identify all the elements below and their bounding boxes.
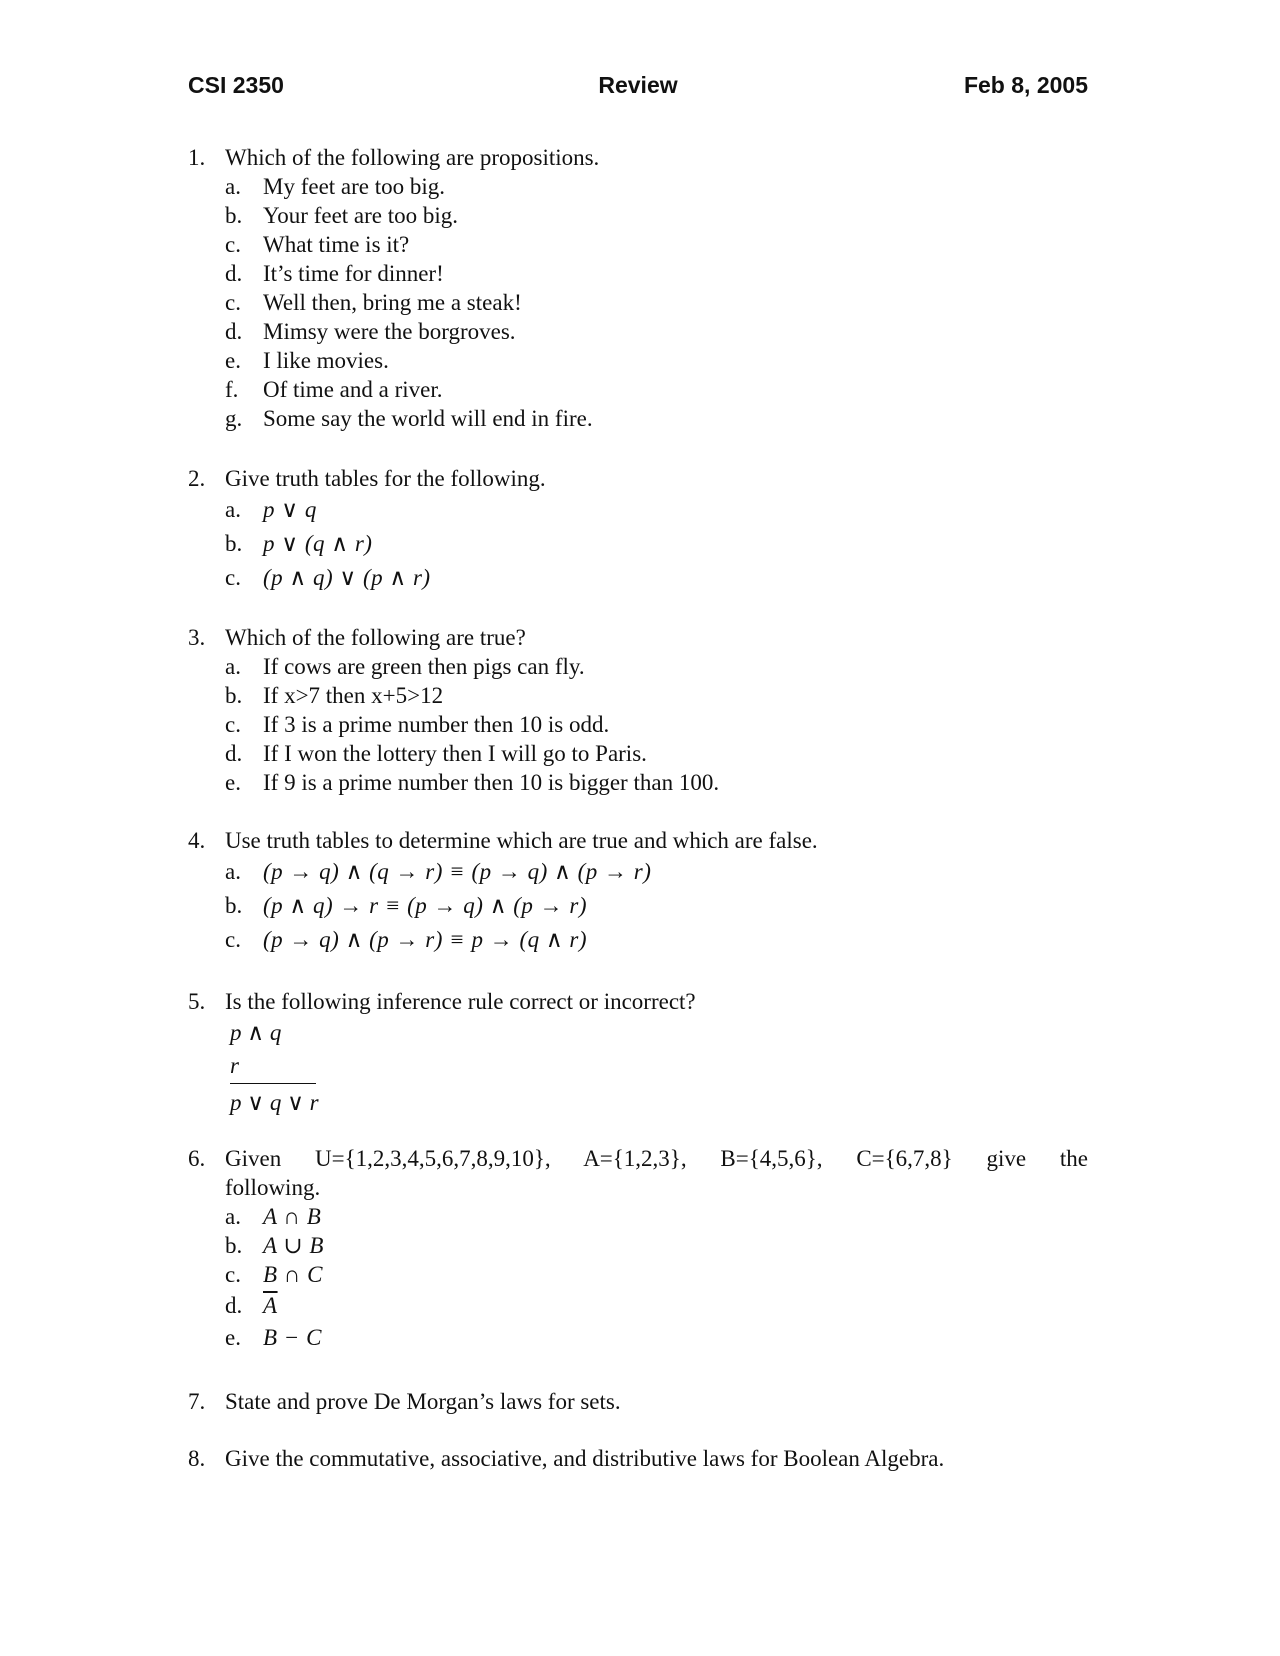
question-7 — [188, 1387, 1088, 1416]
item-label: c. — [225, 1262, 241, 1287]
text-word: A={1,2,3}, — [583, 1146, 687, 1171]
item-label: g. — [225, 406, 243, 431]
list-item — [225, 493, 1088, 527]
question-number: 1. — [188, 145, 206, 170]
question-number: 8. — [188, 1446, 206, 1471]
question-8 — [188, 1444, 1088, 1473]
item-text: If I won the lottery then I will go to Paris. — [263, 741, 647, 766]
item-formula: (p → q) ∧ (p → r) ≡ p → (q ∧ r) — [263, 927, 588, 952]
list-item — [225, 404, 1088, 433]
item-formula: B ∩ C — [263, 1262, 323, 1287]
question-number: 2. — [188, 466, 206, 491]
list-item — [225, 855, 1088, 889]
item-label: d. — [225, 319, 243, 344]
item-text: If cows are green then pigs can fly. — [263, 654, 585, 679]
item-label: b. — [225, 531, 243, 556]
item-formula: A ∪ B — [263, 1233, 324, 1258]
item-label: e. — [225, 1325, 241, 1350]
list-item — [225, 739, 1088, 768]
list-item — [225, 561, 1088, 595]
item-label: b. — [225, 683, 243, 708]
list-item — [225, 527, 1088, 561]
item-label: c. — [225, 927, 241, 952]
question-text: Is the following inference rule correct or incorrect? — [225, 989, 696, 1014]
inference-line — [230, 1083, 316, 1084]
item-text: I like movies. — [263, 348, 389, 373]
list-item — [225, 768, 1088, 797]
inference-rule — [230, 1016, 1088, 1119]
premise-1: p ∧ q — [230, 1020, 282, 1045]
question-1-items — [225, 172, 1088, 433]
list-item — [225, 1323, 1088, 1352]
question-text-continued: following. — [225, 1175, 321, 1200]
list-item — [225, 1260, 1088, 1289]
item-label: a. — [225, 654, 241, 679]
item-label: a. — [225, 1204, 241, 1229]
item-formula: p ∨ (q ∧ r) — [263, 531, 373, 556]
text-word: give — [986, 1146, 1027, 1171]
list-item — [225, 288, 1088, 317]
text-word: the — [1059, 1146, 1089, 1171]
page-header — [188, 72, 1088, 106]
question-2 — [188, 464, 1088, 595]
text-word: B={4,5,6}, — [720, 1146, 823, 1171]
item-label: c. — [225, 712, 241, 737]
item-label: b. — [225, 1233, 243, 1258]
item-label: f. — [225, 377, 239, 402]
list-item — [225, 710, 1088, 739]
list-item — [225, 317, 1088, 346]
item-formula: B − C — [263, 1325, 322, 1350]
list-item — [225, 1289, 1088, 1323]
item-label: b. — [225, 203, 243, 228]
item-label: e. — [225, 770, 241, 795]
item-label: d. — [225, 261, 243, 286]
list-item — [225, 201, 1088, 230]
item-text: Some say the world will end in fire. — [263, 406, 593, 431]
item-label: c. — [225, 232, 241, 257]
question-4-items — [225, 855, 1088, 957]
list-item — [225, 172, 1088, 201]
course-code: CSI 2350 — [188, 72, 284, 98]
item-label: c. — [225, 290, 241, 315]
item-label: b. — [225, 893, 243, 918]
question-number: 5. — [188, 989, 206, 1014]
item-text: Of time and a river. — [263, 377, 443, 402]
item-formula: (p → q) ∧ (q → r) ≡ (p → q) ∧ (p → r) — [263, 859, 652, 884]
item-text: If 3 is a prime number then 10 is odd. — [263, 712, 610, 737]
question-number: 7. — [188, 1389, 206, 1414]
item-formula: (p ∧ q) → r ≡ (p → q) ∧ (p → r) — [263, 893, 588, 918]
question-5 — [188, 987, 1088, 1119]
item-label: d. — [225, 1293, 243, 1318]
list-item — [225, 375, 1088, 404]
question-text: Give the commutative, associative, and distributive laws for Boolean Algebra. — [225, 1446, 945, 1471]
list-item — [225, 652, 1088, 681]
list-item — [225, 346, 1088, 375]
item-text: It’s time for dinner! — [263, 261, 444, 286]
item-formula: p ∨ q — [263, 497, 317, 522]
conclusion: p ∨ q ∨ r — [230, 1090, 319, 1115]
item-text: Your feet are too big. — [263, 203, 459, 228]
item-formula-complement: $\overline{A}$ — [263, 1293, 278, 1318]
item-label: c. — [225, 565, 241, 590]
item-label: a. — [225, 497, 241, 522]
question-1 — [188, 143, 1088, 433]
question-number: 4. — [188, 828, 206, 853]
item-text: Mimsy were the borgroves. — [263, 319, 516, 344]
item-text: Well then, bring me a steak! — [263, 290, 522, 315]
document-date: Feb 8, 2005 — [963, 72, 1088, 98]
question-number: 6. — [188, 1146, 206, 1171]
question-6 — [188, 1144, 1088, 1352]
item-label: a. — [225, 174, 241, 199]
item-text: What time is it? — [263, 232, 410, 257]
item-label: e. — [225, 348, 241, 373]
text-word: C={6,7,8} — [856, 1146, 953, 1171]
list-item — [225, 923, 1088, 957]
question-6-items — [225, 1202, 1088, 1352]
list-item — [225, 681, 1088, 710]
question-number: 3. — [188, 625, 206, 650]
item-text: My feet are too big. — [263, 174, 446, 199]
item-formula: (p ∧ q) ∨ (p ∧ r) — [263, 565, 431, 590]
premise-2: r — [230, 1053, 239, 1078]
list-item — [225, 889, 1088, 923]
item-text: If x>7 then x+5>12 — [263, 683, 444, 708]
text-word: Given — [225, 1146, 282, 1171]
question-text: Which of the following are propositions. — [225, 145, 600, 170]
item-label: d. — [225, 741, 243, 766]
question-text: State and prove De Morgan’s laws for sets. — [225, 1389, 621, 1414]
item-text: If 9 is a prime number then 10 is bigger than 100. — [263, 770, 720, 795]
text-word: U={1,2,3,4,5,6,7,8,9,10}, — [315, 1146, 551, 1171]
question-text: Use truth tables to determine which are true and which are false. — [225, 828, 818, 853]
question-text: Which of the following are true? — [225, 625, 526, 650]
item-formula: A ∩ B — [263, 1204, 322, 1229]
list-item — [225, 259, 1088, 288]
question-3 — [188, 623, 1088, 797]
question-2-items — [225, 493, 1088, 595]
question-text: Give truth tables for the following. — [225, 466, 546, 491]
list-item — [225, 1202, 1088, 1231]
question-text — [225, 1144, 1088, 1173]
question-4 — [188, 826, 1088, 957]
document-title: Review — [598, 72, 678, 98]
item-label: a. — [225, 859, 241, 884]
question-3-items — [225, 652, 1088, 797]
list-item — [225, 1231, 1088, 1260]
list-item — [225, 230, 1088, 259]
